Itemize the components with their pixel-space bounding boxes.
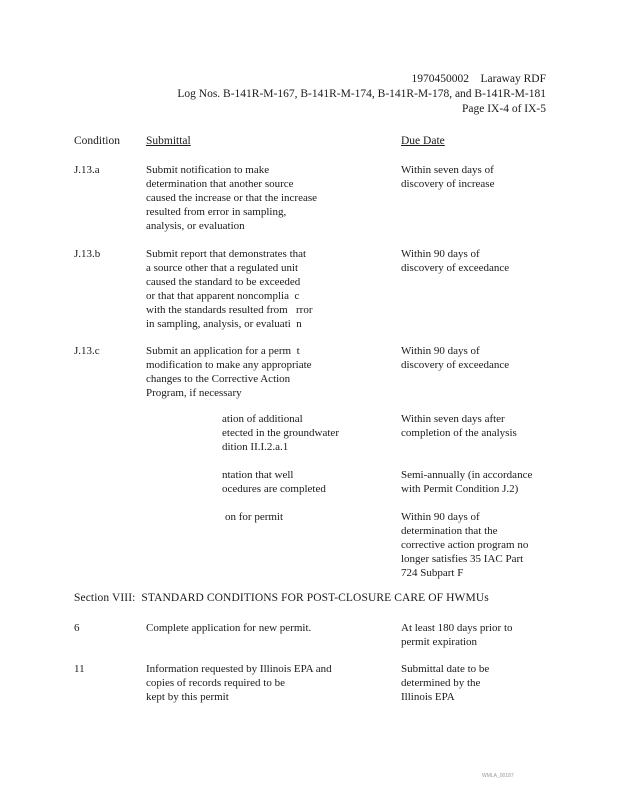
row-condition: J.13.b <box>74 248 101 260</box>
submittal-line: Information requested by Illinois EPA and <box>146 663 332 675</box>
row-submittal <box>146 247 371 331</box>
submittal-line: caused the increase or that the increase <box>146 192 318 204</box>
bates-stamp: WMLA_00187 <box>482 773 514 779</box>
submittal-line: resulted from error in sampling, <box>146 206 287 218</box>
due-line: Illinois EPA <box>401 691 455 703</box>
due-line: permit expiration <box>401 636 478 648</box>
submittal-line: Program, if necessary <box>146 387 242 399</box>
row-submittal <box>146 344 371 400</box>
due-line: completion of the analysis <box>401 427 517 439</box>
submittal-line: in sampling, analysis, or evaluati n <box>146 318 302 330</box>
column-header-submittal: Submittal <box>146 135 191 147</box>
due-line: determination that the <box>401 525 498 537</box>
due-line: Semi-annually (in accordance <box>401 469 533 481</box>
submittal-line: copies of records required to be <box>146 677 285 689</box>
due-line: Within 90 days of <box>401 511 480 523</box>
due-line: with Permit Condition J.2) <box>401 483 519 495</box>
submittal-line: or that that apparent noncomplia c <box>146 290 300 302</box>
row-condition: J.13.a <box>74 164 100 176</box>
due-line: discovery of increase <box>401 178 495 190</box>
row-condition: 6 <box>74 622 80 634</box>
row-due-date <box>401 412 551 440</box>
row-due-date <box>401 662 551 704</box>
row-due-date <box>401 247 551 275</box>
due-line: Within 90 days of <box>401 345 480 357</box>
submittal-line: ation of additional <box>222 413 303 425</box>
section-title: Section VIII: STANDARD CONDITIONS FOR POST-CLOSURE CARE OF HWMUs <box>74 592 489 604</box>
submittal-line: determination that another source <box>146 178 294 190</box>
row-submittal <box>146 621 371 635</box>
submittal-line: kept by this permit <box>146 691 229 703</box>
header-page-number: Page IX-4 of IX-5 <box>462 103 546 115</box>
submittal-line: changes to the Corrective Action <box>146 373 291 385</box>
submittal-line: caused the standard to be exceeded <box>146 276 301 288</box>
submittal-line: Submit notification to make <box>146 164 270 176</box>
submittal-line: ocedures are completed <box>222 483 326 495</box>
submittal-line: with the standards resulted from rror <box>146 304 313 316</box>
due-line: longer satisfies 35 IAC Part <box>401 553 524 565</box>
due-line: Within seven days of <box>401 164 494 176</box>
submittal-line: a source other that a regulated unit <box>146 262 299 274</box>
row-due-date <box>401 621 551 649</box>
due-line: At least 180 days prior to <box>401 622 513 634</box>
submittal-line: Submit report that demonstrates that <box>146 248 307 260</box>
due-line: Within 90 days of <box>401 248 480 260</box>
header-facility-line: 1970450002 Laraway RDF <box>411 73 546 85</box>
submittal-line: analysis, or evaluation <box>146 220 245 232</box>
page-header <box>177 72 546 117</box>
row-condition: 11 <box>74 663 85 675</box>
header-log-numbers: Log Nos. B-141R-M-167, B-141R-M-174, B-141R-M-178, and B-141R-M-181 <box>177 88 546 100</box>
due-line: Submittal date to be <box>401 663 490 675</box>
row-condition: J.13.c <box>74 345 100 357</box>
submittal-line: dition II.I.2.a.1 <box>222 441 289 453</box>
submittal-line: modification to make any appropriate <box>146 359 312 371</box>
submittal-line: on for permit <box>225 511 284 523</box>
row-due-date <box>401 344 551 372</box>
submittal-line: ntation that well <box>222 469 294 481</box>
column-header-condition: Condition <box>74 135 121 147</box>
due-line: Within seven days after <box>401 413 505 425</box>
due-line: discovery of exceedance <box>401 359 510 371</box>
row-submittal <box>146 163 371 233</box>
due-line: determined by the <box>401 677 481 689</box>
row-due-date <box>401 163 551 191</box>
row-due-date <box>401 468 551 496</box>
due-line: 724 Subpart F <box>401 567 464 579</box>
due-line: corrective action program no <box>401 539 529 551</box>
submittal-line: Submit an application for a perm t <box>146 345 300 357</box>
column-header-due-date: Due Date <box>401 135 445 147</box>
due-line: discovery of exceedance <box>401 262 510 274</box>
submittal-line: Complete application for new permit. <box>146 622 312 634</box>
row-due-date <box>401 510 551 580</box>
row-submittal <box>146 662 371 704</box>
submittal-line: etected in the groundwater <box>222 427 339 439</box>
